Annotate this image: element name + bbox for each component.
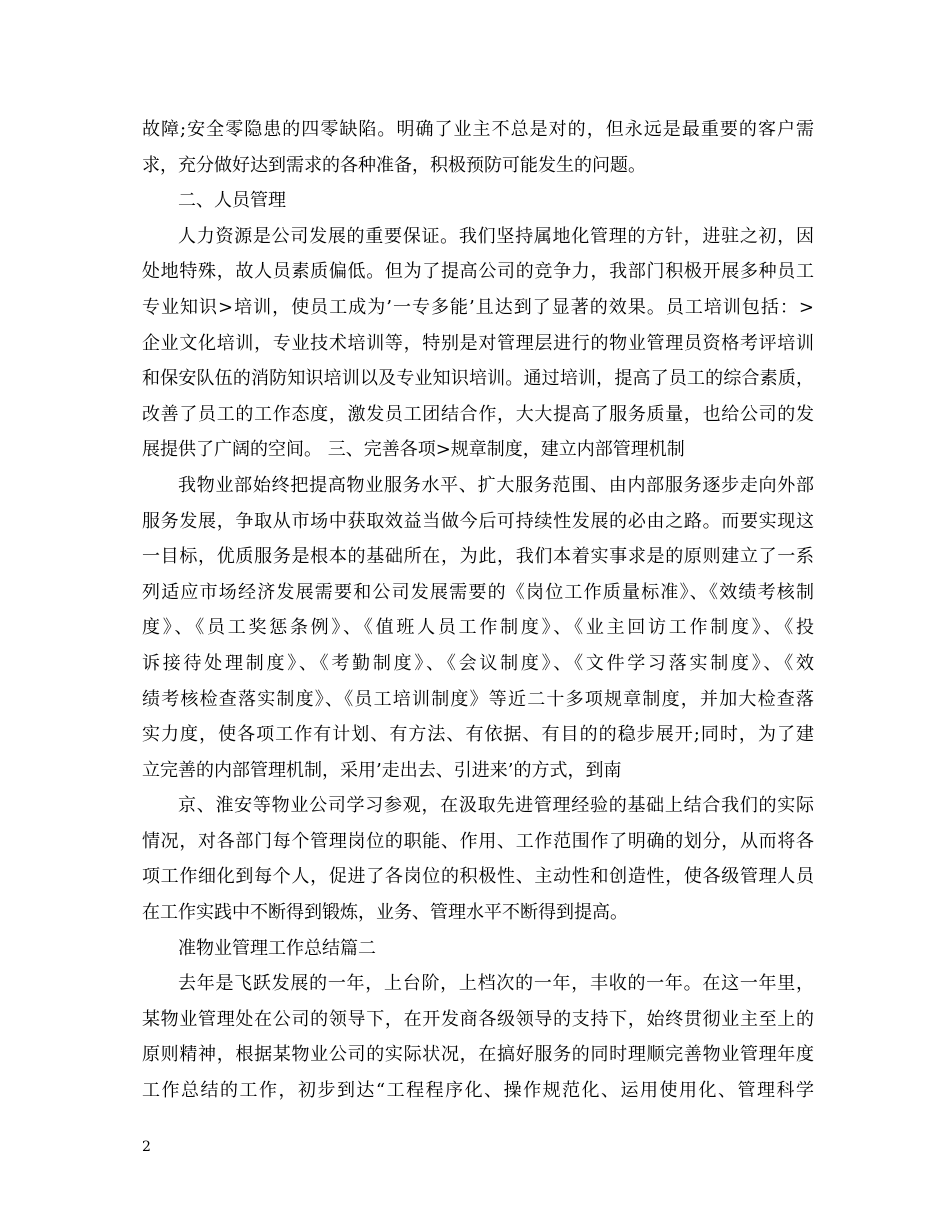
document-body — [142, 112, 814, 1109]
text-line: 某物业管理处在公司的领导下，在开发商各级领导的支持下，始终贯彻业主至上的 — [142, 1008, 814, 1030]
text-line: 绩考核检查落实制度》、《员工培训制度》等近二十多项规章制度，并加大检查落 — [142, 688, 814, 710]
text-line: 人力资源是公司发展的重要保证。我们坚持属地化管理的方针，进驻之初，因 — [178, 225, 814, 247]
text-line: 求，充分做好达到需求的各种准备，积极预防可能发生的问题。 — [142, 154, 646, 176]
text-line: 工作总结的工作，初步到达“工程程序化、操作规范化、运用使用化、管理科学 — [142, 1080, 814, 1102]
section-heading: 二、人员管理 — [178, 190, 286, 212]
text-line: 改善了员工的工作态度，激发员工团结合作，大大提高了服务质量，也给公司的发 — [142, 403, 814, 425]
text-line: 原则精神，根据某物业公司的实际状况，在搞好服务的同时理顺完善物业管理年度 — [142, 1044, 814, 1066]
text-line: 在工作实践中不断得到锻炼，业务、管理水平不断得到提高。 — [142, 902, 628, 924]
text-line: 立完善的内部管理机制，采用’走出去、引进来’的方式，到南 — [142, 759, 622, 781]
page-number: 2 — [142, 1139, 151, 1155]
text-line: 和保安队伍的消防知识培训以及专业知识培训。通过培训，提高了员工的综合素质， — [142, 368, 814, 390]
text-line: 我物业部始终把提高物业服务水平、扩大服务范围、由内部服务逐步走向外部 — [178, 474, 814, 496]
text-line: 情况，对各部门每个管理岗位的职能、作用、工作范围作了明确的划分，从而将各 — [142, 830, 814, 852]
text-line: 京、淮安等物业公司学习参观，在汲取先进管理经验的基础上结合我们的实际 — [178, 795, 814, 817]
text-line: 实力度，使各项工作有计划、有方法、有依据、有目的的稳步展开;同时，为了建 — [142, 724, 814, 746]
text-line: 度》、《员工奖惩条例》、《值班人员工作制度》、《业主回访工作制度》、《投 — [142, 617, 814, 639]
text-line: 列适应市场经济发展需要和公司发展需要的《岗位工作质量标准》、《效绩考核制 — [142, 581, 814, 603]
text-line: 诉接待处理制度》、《考勤制度》、《会议制度》、《文件学习落实制度》、《效 — [142, 652, 814, 674]
text-line: 企业文化培训，专业技术培训等，特别是对管理层进行的物业管理员资格考评培训 — [142, 332, 814, 354]
text-line: 一目标，优质服务是根本的基础所在，为此，我们本着实事求是的原则建立了一系 — [142, 546, 814, 568]
text-line: 项工作细化到每个人，促进了各岗位的积极性、主动性和创造性，使各级管理人员 — [142, 866, 814, 888]
text-line: 故障;安全零隐患的四零缺陷。明确了业主不总是对的，但永远是最重要的客户需 — [142, 119, 814, 140]
text-line: 去年是飞跃发展的一年，上台阶，上档次的一年，丰收的一年。在这一年里， — [178, 973, 814, 995]
text-line: 专业知识>培训，使员工成为’一专多能’且达到了显著的效果。员工培训包括：> — [142, 296, 814, 318]
text-line: 服务发展，争取从市场中获取效益当做今后可持续性发展的必由之路。而要实现这 — [142, 510, 814, 532]
section-heading: 准物业管理工作总结篇二 — [178, 937, 376, 959]
text-line: 展提供了广阔的空间。 三、完善各项>规章制度，建立内部管理机制 — [142, 439, 685, 461]
text-line: 处地特殊，故人员素质偏低。但为了提高公司的竞争力，我部门积极开展多种员工 — [142, 261, 814, 283]
